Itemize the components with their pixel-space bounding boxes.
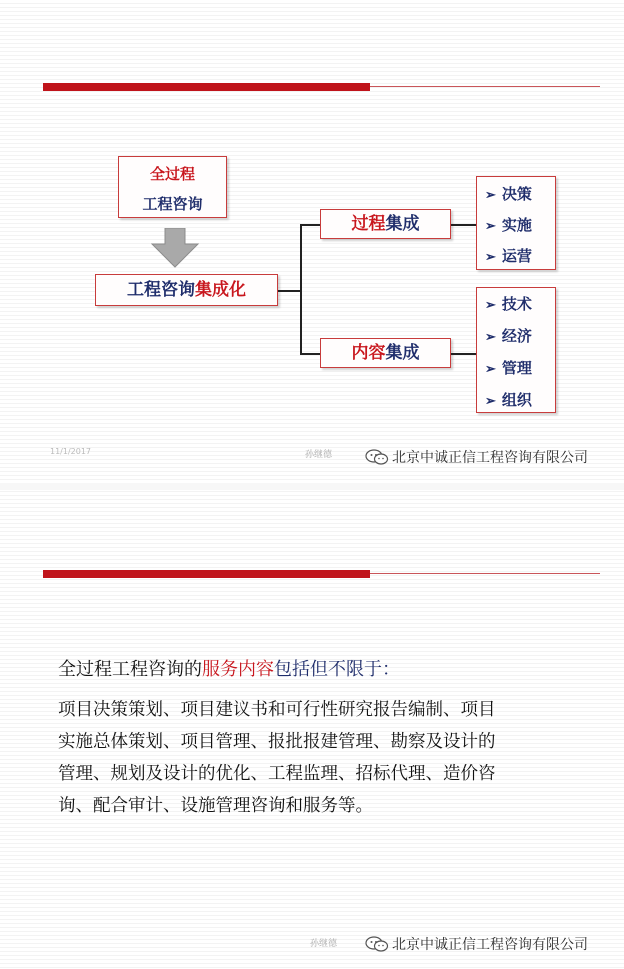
- intro-sentence: [58, 655, 400, 681]
- paragraph-line: 项目决策策划、项目建议书和可行性研究报告编制、项目: [58, 700, 496, 720]
- list-item: ➢ 管理: [485, 359, 532, 377]
- intro-part3: 包括但不限于：: [274, 659, 400, 680]
- process-text: 过程: [351, 214, 386, 234]
- slide-process-integration: [0, 0, 624, 483]
- content-text: 内容: [351, 343, 386, 363]
- footer-author: 孙继德: [310, 939, 338, 949]
- footer-date: 11/1/2017: [50, 447, 92, 456]
- integration-text: 集成化: [195, 280, 246, 300]
- process-items-list: [476, 176, 556, 270]
- process-integration-box: [320, 209, 451, 239]
- arrow-bullet-icon: ➢: [485, 298, 496, 313]
- arrow-bullet-icon: ➢: [485, 394, 496, 409]
- list-item: ➢ 组织: [485, 391, 532, 409]
- arrow-bullet-icon: ➢: [485, 188, 496, 203]
- connector-content: [300, 353, 320, 355]
- connector-content-list: [451, 353, 476, 355]
- arrow-bullet-icon: ➢: [485, 219, 496, 234]
- slide-divider: [0, 483, 624, 490]
- intro-highlight: 服务内容: [202, 659, 274, 680]
- content-integration-box: [320, 338, 451, 368]
- intro-part1: 全过程工程咨询的: [58, 659, 202, 680]
- list-item: ➢ 实施: [485, 216, 532, 234]
- arrow-bullet-icon: ➢: [485, 250, 496, 265]
- connector-process: [300, 224, 320, 226]
- content-items-list: [476, 287, 556, 413]
- paragraph-line: 实施总体策划、项目管理、报批报建管理、勘察及设计的: [58, 732, 496, 752]
- watermark: [365, 934, 588, 954]
- arrow-bullet-icon: ➢: [485, 362, 496, 377]
- title-bar-thin: [370, 86, 600, 87]
- list-item: ➢ 技术: [485, 295, 532, 313]
- consulting-text: 工程咨询: [127, 280, 195, 300]
- title-bar-thin: [370, 573, 600, 574]
- watermark-text: 北京中诚正信工程咨询有限公司: [392, 937, 588, 953]
- paragraph-line: 询、配合审计、设施管理咨询和服务等。: [58, 796, 373, 816]
- watermark: [365, 447, 588, 467]
- engineering-consulting-label: 工程咨询: [142, 195, 203, 213]
- watermark-text: 北京中诚正信工程咨询有限公司: [392, 450, 588, 466]
- content-integration-text: 集成: [385, 343, 420, 363]
- list-item: ➢ 经济: [485, 327, 532, 345]
- title-bar-thick: [43, 83, 370, 91]
- process-integration-text: 集成: [385, 214, 420, 234]
- connector-process-list: [451, 224, 476, 226]
- connector-vertical: [300, 224, 302, 354]
- footer-author: 孙继德: [305, 450, 333, 460]
- connector-main: [278, 290, 300, 292]
- paragraph-line: 管理、规划及设计的优化、工程监理、招标代理、造价咨: [58, 764, 496, 784]
- title-bar-thick: [43, 570, 370, 578]
- wechat-logo-icon: [365, 936, 389, 952]
- slide-service-content: [0, 490, 624, 969]
- full-process-label: 全过程: [149, 165, 195, 183]
- service-list-paragraph: [58, 694, 598, 822]
- list-item: ➢ 运营: [485, 247, 532, 265]
- full-process-box: [118, 156, 227, 218]
- list-item: ➢ 决策: [485, 185, 532, 203]
- down-arrow-icon: [150, 228, 200, 268]
- consulting-integration-box: [95, 274, 278, 306]
- arrow-bullet-icon: ➢: [485, 330, 496, 345]
- wechat-logo-icon: [365, 449, 389, 465]
